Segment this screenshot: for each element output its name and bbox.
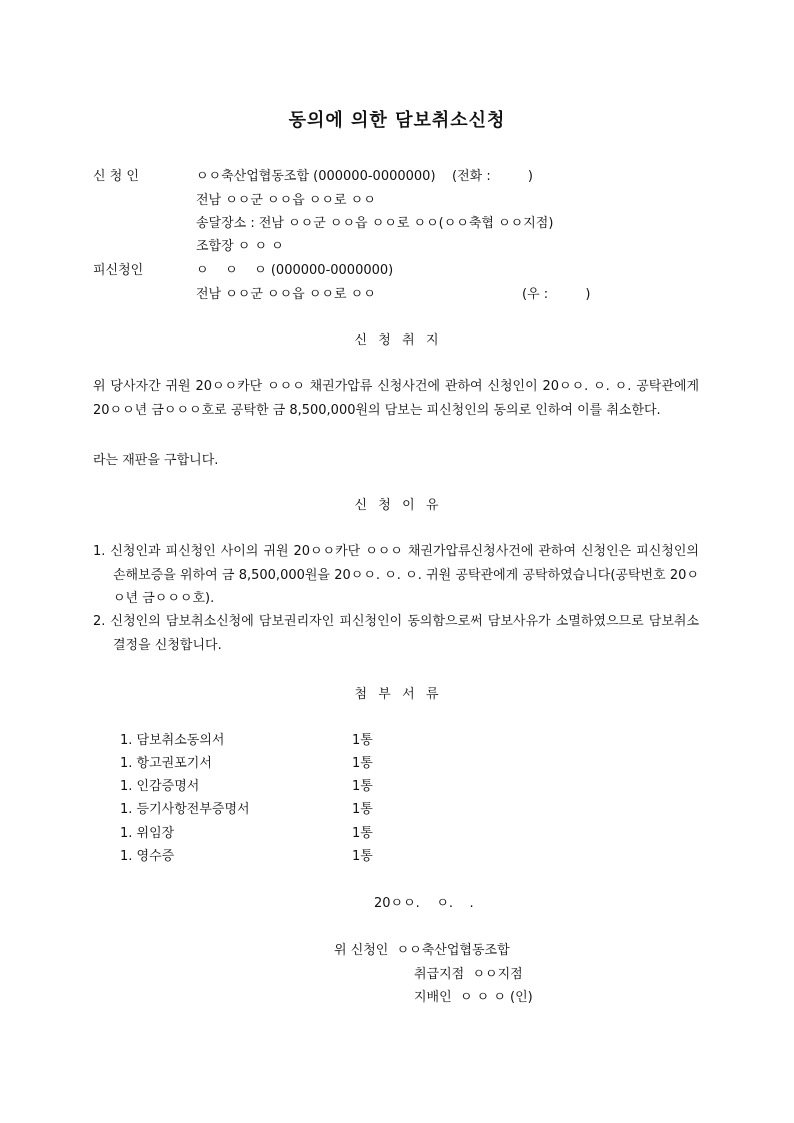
applicant-label: 신 청 인 [93,169,139,184]
reason-item-2: 2. 신청인의 담보취소신청에 담보권리자인 피신청인이 동의함으로써 담보사유가 소멸하였으므로 담보취소결정을 신청합니다. [93,614,699,653]
attachment-count: 1통 [352,826,373,841]
attachment-count: 1통 [352,849,373,864]
respondent-label: 피신청인 [93,263,144,278]
attachment-count: 1통 [352,733,373,748]
document-title: 동의에 의한 담보취소신청 [288,110,506,131]
signature-manager: 지배인 ㅇ ㅇ ㅇ (인) [414,990,533,1005]
signature-applicant: 위 신청인 ㅇㅇ축산업협동조합 [334,943,510,958]
attachment-count: 1통 [352,756,373,771]
purpose-closing: 라는 재판을 구합니다. [93,453,219,468]
applicant-line-4: 조합장 ㅇ ㅇ ㅇ [196,239,284,254]
signature-branch: 취급지점 ㅇㅇ지점 [414,967,523,982]
attachment-name: 1. 등기사항전부증명서 [120,802,250,817]
respondent-postal: (우 : ) [522,287,591,302]
applicant-line-1: ㅇㅇ축산업협동조합 (000000-0000000) (전화 : ) [196,169,534,184]
attachment-count: 1통 [352,779,373,794]
attachment-count: 1통 [352,802,373,817]
applicant-line-2: 전남 ㅇㅇ군 ㅇㅇ읍 ㅇㅇ로 ㅇㅇ [196,193,376,208]
attachments-heading: 첨 부 서 류 [354,687,440,702]
respondent-line-1: ㅇ ㅇ ㅇ (000000-0000000) [196,263,394,278]
purpose-heading: 신 청 취 지 [354,333,440,348]
reasons-heading: 신 청 이 유 [354,498,440,513]
attachment-name: 1. 위임장 [120,826,175,841]
applicant-line-3: 송달장소 : 전남 ㅇㅇ군 ㅇㅇ읍 ㅇㅇ로 ㅇㅇ(ㅇㅇ축협 ㅇㅇ지점) [196,216,554,231]
attachment-name: 1. 인감증명서 [120,779,200,794]
attachment-name: 1. 영수증 [120,849,175,864]
attachment-name: 1. 항고권포기서 [120,756,212,771]
purpose-text: 위 당사자간 귀원 20ㅇㅇ카단 ㅇㅇㅇ 채권가압류 신청사건에 관하여 신청인이 20ㅇㅇ. ㅇ. ㅇ. 공탁관에게 20ㅇㅇ년 금ㅇㅇㅇ호로 공탁한 금 8,500,000원의 담보는 피신청인의 동의로 인하여 이를 취소한다. [93,379,699,418]
respondent-line-2: 전남 ㅇㅇ군 ㅇㅇ읍 ㅇㅇ로 ㅇㅇ [196,287,376,302]
date-line: 20ㅇㅇ. ㅇ. . [374,896,474,911]
reason-item-1: 1. 신청인과 피신청인 사이의 귀원 20ㅇㅇ카단 ㅇㅇㅇ 채권가압류신청사건에 관하여 신청인은 피신청인의 손해보증을 위하여 금 8,500,000원을 20ㅇㅇ. ㅇ. ㅇ. 귀원 공탁관에게 공탁하였습니다(공탁번호 20ㅇㅇ년 금ㅇㅇㅇ호). [93,544,699,606]
attachment-name: 1. 담보취소동의서 [120,733,225,748]
